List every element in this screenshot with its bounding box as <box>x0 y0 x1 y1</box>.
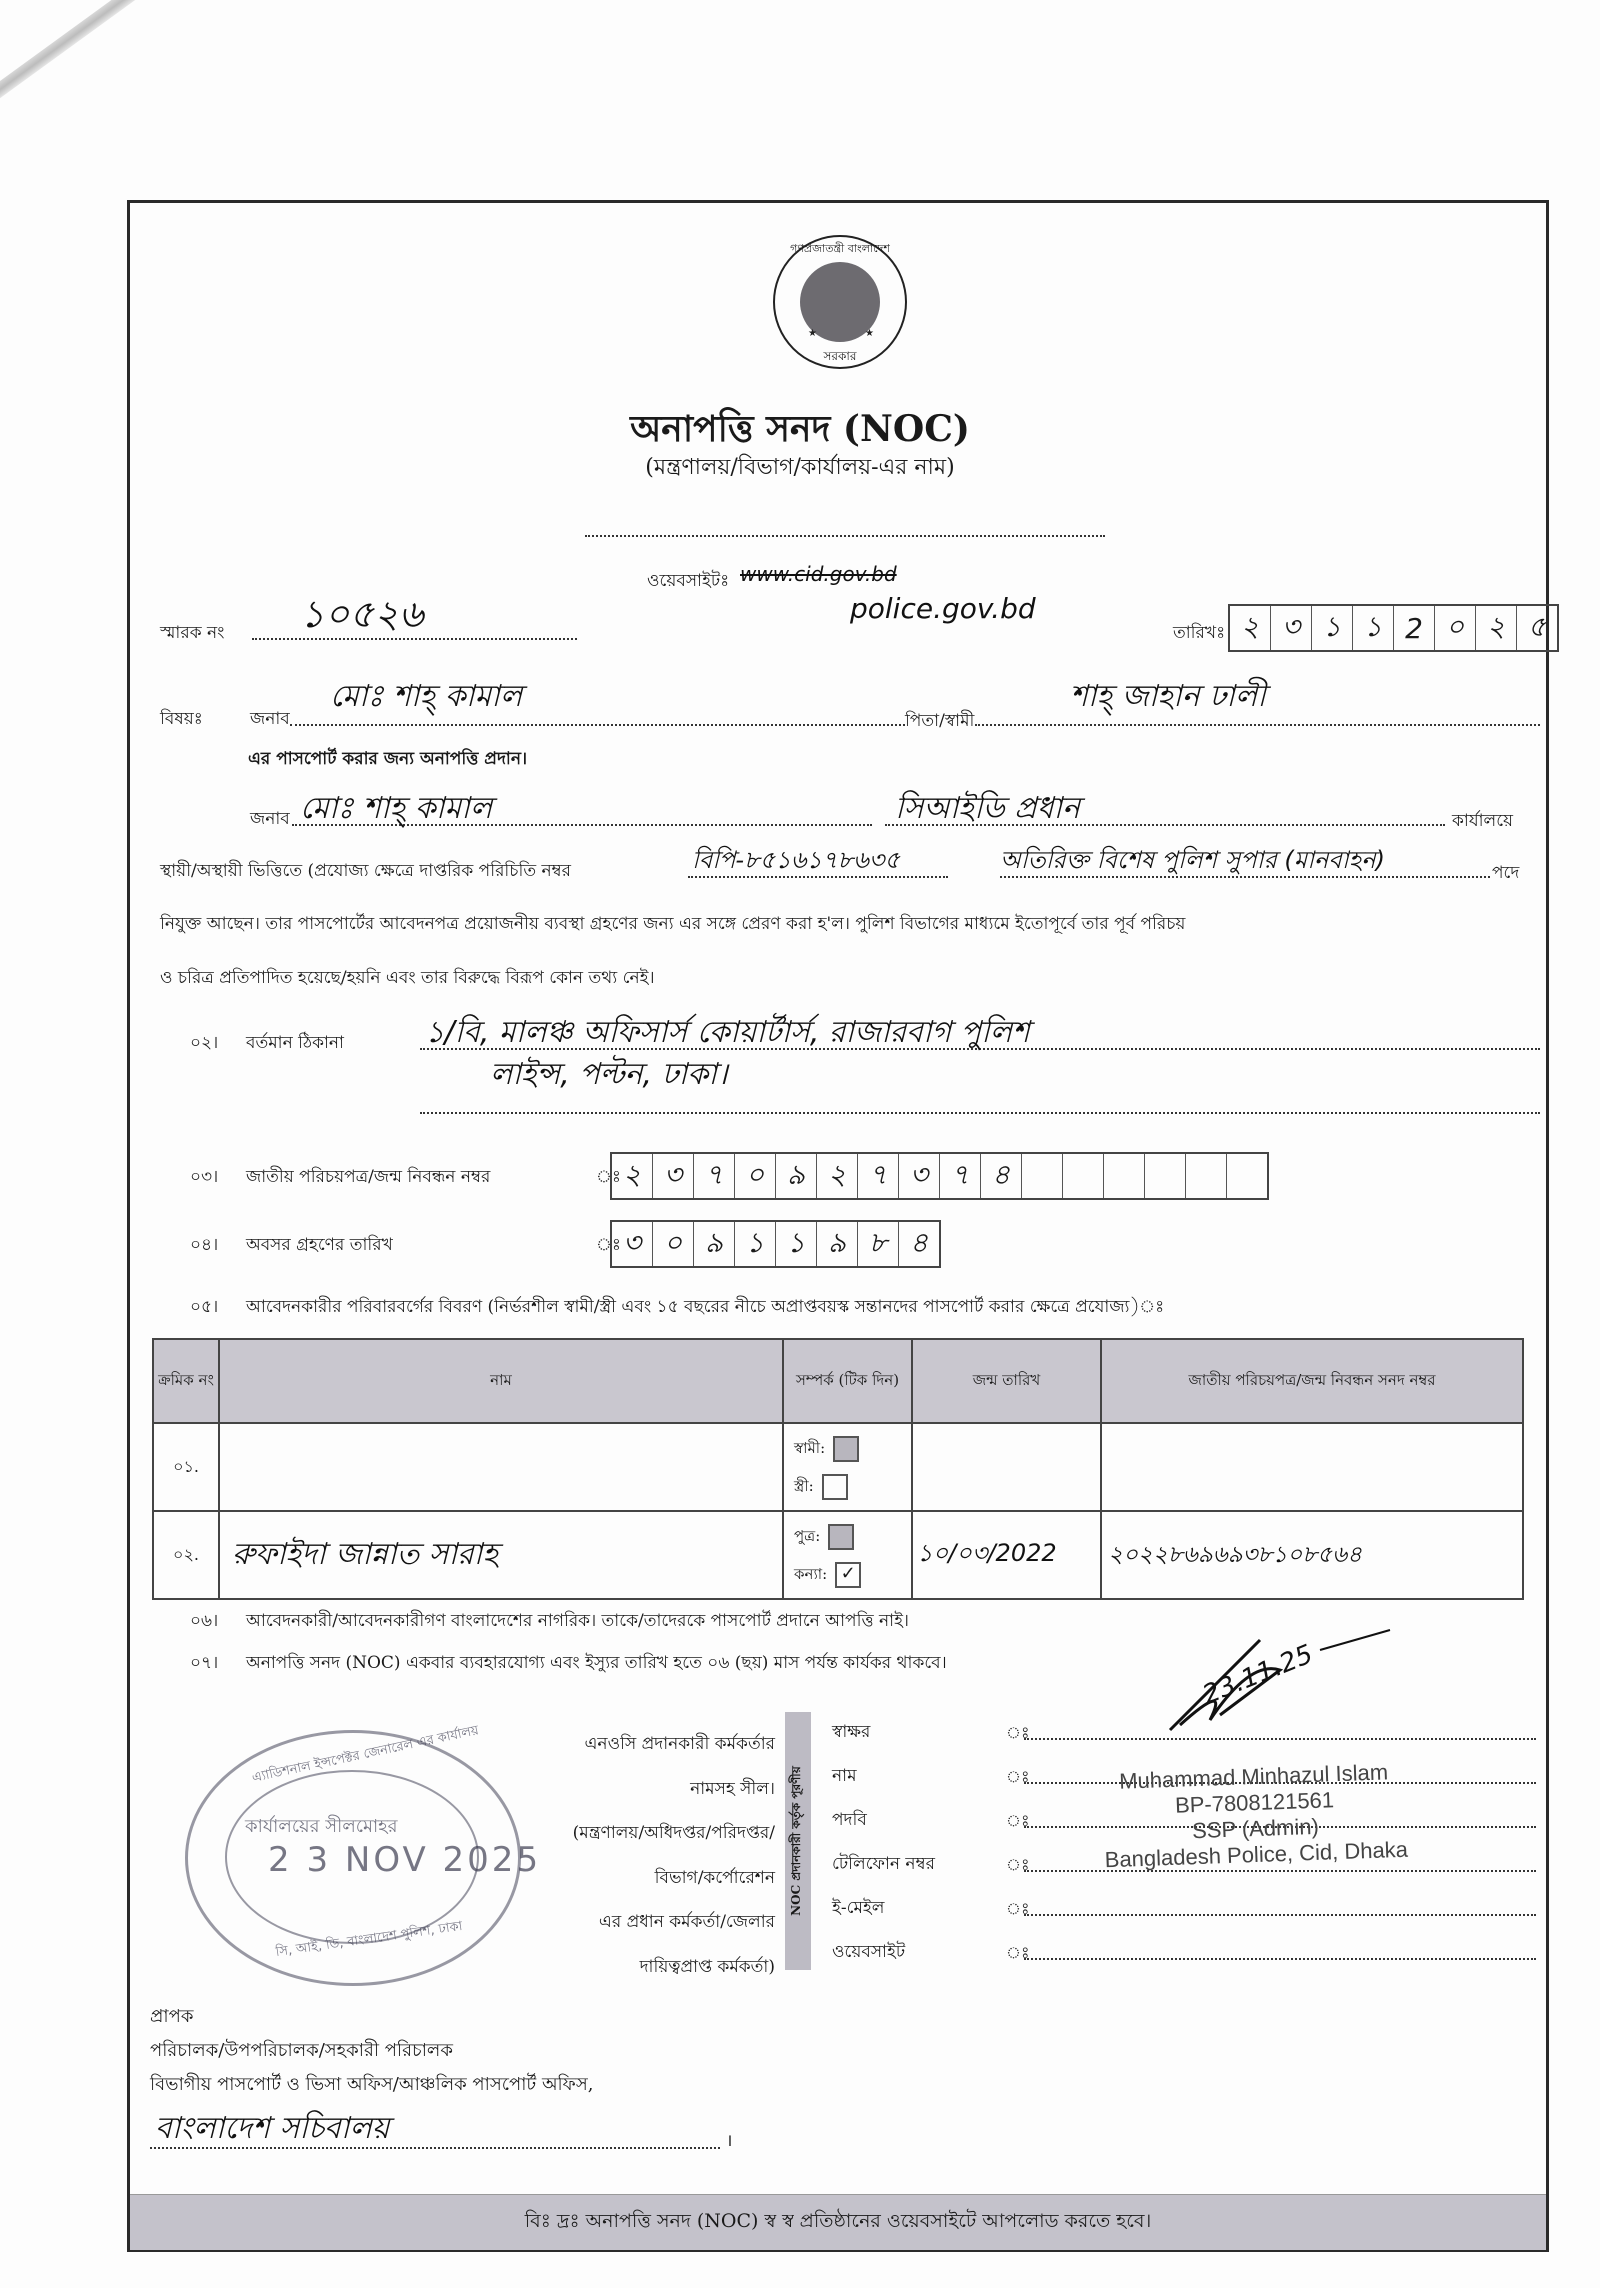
footer-note <box>130 2194 1546 2250</box>
father-name: শাহ্ জাহান ঢালী <box>1070 679 1266 714</box>
item-number: ০৪। <box>190 1235 219 1255</box>
mr-label-2: জনাব <box>250 809 290 829</box>
seal-text-bottom: সরকার <box>823 349 857 363</box>
nid-digit: ৭ <box>694 1154 735 1198</box>
address-value-2: লাইন্স, পল্টন, ঢাকা। <box>490 1057 728 1092</box>
ministry-name-line <box>585 535 1105 537</box>
note-07: অনাপত্তি সনদ (NOC) একবার ব্যবহারযোগ্য এবং ইস্যুর তারিখ হতে ০৬ (ছয়) মাস পর্যন্ত কার্যকর থাকবে। <box>246 1653 947 1673</box>
table-row <box>153 1511 1523 1599</box>
official-id: বিপি-৮৫১৬১৭৮৬৩৫ <box>692 846 900 874</box>
document-subtitle: (মন্ত্রণালয়/বিভাগ/কার্যালয়-এর নাম) <box>645 455 955 480</box>
subject-label: বিষয়ঃ <box>160 709 203 729</box>
desc-line: (মন্ত্রণালয়/অধিদপ্তর/পরিদপ্তর/ <box>572 1823 775 1843</box>
nid-digit: ৯ <box>776 1154 817 1198</box>
date-digit: ৫ <box>1527 609 1547 643</box>
basis-label: স্থায়ী/অস্থায়ী ভিত্তিতে (প্রযোজ্য ক্ষেত্রে দাপ্তরিক পরিচিতি নম্বর <box>160 861 572 881</box>
nid-digit <box>1186 1154 1227 1198</box>
nid-digit <box>1227 1154 1267 1198</box>
husband-checkbox[interactable] <box>833 1436 859 1462</box>
colon: ঃ <box>596 1167 621 1187</box>
desc-line: দায়িত্বপ্রাপ্ত কর্মকর্তা) <box>639 1956 775 1977</box>
address-line-2 <box>420 1112 1540 1114</box>
name-line <box>290 724 905 726</box>
footer-note-text: বিঃ দ্রঃ অনাপত্তি সনদ (NOC) স্ব স্ব প্রতিষ্ঠানের ওয়েবসাইটে আপলোড করতে হবে। <box>524 2209 1152 2232</box>
applicant-name: মোঃ শাহ্ কামাল <box>330 679 523 714</box>
name-cell <box>219 1423 783 1511</box>
retire-digit: ৯ <box>694 1222 735 1266</box>
nid-digit <box>1022 1154 1063 1198</box>
serial-cell: ০১. <box>153 1423 219 1511</box>
date-boxes <box>1228 604 1559 652</box>
colon: ঃ <box>596 1235 621 1255</box>
retire-digit: ০ <box>653 1222 694 1266</box>
nid-digit: ২ <box>612 1154 653 1198</box>
relation-cell <box>783 1423 912 1511</box>
nid-digit: ২ <box>817 1154 858 1198</box>
retire-digit: ১ <box>776 1222 817 1266</box>
date-digit: 2 <box>1394 606 1435 650</box>
retire-digit: ৪ <box>909 1225 929 1259</box>
item-number: ০২। <box>190 1033 219 1053</box>
seal-text-top: গণপ্রজাতন্ত্রী বাংলাদেশ <box>790 242 890 255</box>
mr-label: জনাব <box>250 709 290 729</box>
date-label: তারিখঃ <box>1173 623 1226 643</box>
noc-strip <box>785 1712 811 1970</box>
relation-label: স্বামী: <box>794 1439 826 1457</box>
date-digit: ২ <box>1230 606 1271 650</box>
relation-cell <box>783 1511 912 1599</box>
serial-cell: ০২. <box>153 1511 219 1599</box>
item-number: ০৫। <box>190 1297 219 1317</box>
nid-digit <box>1145 1154 1186 1198</box>
memo-label: স্মারক নং <box>160 623 225 643</box>
officer-office: Bangladesh Police, Cid, Dhaka <box>1104 1836 1409 1873</box>
family-label: আবেদনকারীর পরিবারবর্গের বিবরণ (নির্ভরশীল স্বামী/স্ত্রী এবং ১৫ বছরের নীচে অপ্রাপ্তবয়স্ক সন্তানদের পাসপোর্ট করার ক্ষেত্রে প্রযোজ্য)ঃ <box>246 1297 1165 1317</box>
col-dob: জন্ম তারিখ <box>912 1339 1101 1423</box>
nid-digit: ৪ <box>981 1154 1022 1198</box>
signature-date: 23.11.25 <box>1198 1639 1318 1711</box>
col-id: জাতীয় পরিচয়পত্র/জন্ম নিবন্ধন সনদ নম্বর <box>1101 1339 1523 1423</box>
nid-digit: ০ <box>735 1154 776 1198</box>
officer-description <box>500 1722 775 1989</box>
father-label: পিতা/স্বামী <box>905 711 975 731</box>
retire-digit: ৯ <box>817 1222 858 1266</box>
officer-name: Muhammad Minhazul Islam <box>1118 1759 1389 1794</box>
strip-text: NOC প্রদানকারী কর্তৃক পূরণীয় <box>789 1766 803 1916</box>
retire-digit: ৩ <box>612 1222 653 1266</box>
desc-line: এনওসি প্রদানকারী কর্মকর্তার <box>584 1734 775 1754</box>
website-struck: www.cid.gov.bd <box>740 562 897 586</box>
retire-label: অবসর গ্রহণের তারিখ <box>246 1235 393 1255</box>
field-label-name: নাম <box>832 1766 857 1786</box>
website-written: police.gov.bd <box>850 592 1036 625</box>
nid-digit <box>1063 1154 1104 1198</box>
nid-digit: ৭ <box>858 1154 899 1198</box>
date-digit: ০ <box>1435 606 1476 650</box>
recipient-line-2: বিভাগীয় পাসপোর্ট ও ভিসা অফিস/আঞ্চলিক পাসপোর্ট অফিস, <box>150 2074 594 2095</box>
name-cell: রুফাইদা জান্নাত সারাহ <box>219 1511 783 1599</box>
nid-digit <box>1104 1154 1145 1198</box>
col-serial: ক্রমিক নং <box>153 1339 219 1423</box>
field-label-website: ওয়েবসাইট <box>832 1942 906 1962</box>
document-title: অনাপত্তি সনদ (NOC) <box>630 408 970 450</box>
address-label: বর্তমান ঠিকানা <box>246 1033 344 1053</box>
family-table <box>152 1338 1524 1600</box>
retire-digit: ৮ <box>858 1222 899 1266</box>
recipient-office: বাংলাদেশ সচিবালয় <box>155 2111 390 2146</box>
col-name: নাম <box>219 1339 783 1423</box>
memo-value: ১০৫২৬ <box>300 592 424 636</box>
field-label-designation: পদবি <box>832 1810 867 1830</box>
stamp-ring-top: এ্যাডিশনাল ইন্সপেক্টর জেনারেল এর কার্যালয় <box>250 1723 481 1786</box>
item-number: ০৭। <box>190 1653 219 1673</box>
item-number: ০৩। <box>190 1167 219 1187</box>
nid-boxes <box>610 1152 1269 1200</box>
body-paragraph-2: ও চরিত্র প্রতিপাদিত হয়েছে/হয়নি এবং তার বিরুদ্ধে বিরূপ কোন তথ্য নেই। <box>160 968 655 988</box>
retire-digit: ১ <box>735 1222 776 1266</box>
item-number: ০৬। <box>190 1611 219 1631</box>
office-stamp-date: 2 3 NOV 2025 <box>268 1840 542 1880</box>
officer-designation: SSP (Admin) <box>1191 1813 1320 1844</box>
nid-digit: ৩ <box>653 1154 694 1198</box>
office-suffix: কার্যালয়ে <box>1452 811 1514 831</box>
relation-label: পুত্র: <box>794 1527 821 1545</box>
col-relation: সম্পর্ক (টিক দিন) <box>783 1339 912 1423</box>
passport-line: এর পাসপোর্ট করার জন্য অনাপত্তি প্রদান। <box>248 749 528 769</box>
id-cell <box>1101 1423 1523 1511</box>
designation: অতিরিক্ত বিশেষ পুলিশ সুপার (মানবাহন) <box>1000 846 1385 874</box>
relation-label: স্ত্রী: <box>794 1477 814 1495</box>
date-digit: ১ <box>1312 606 1353 650</box>
father-line <box>975 724 1540 726</box>
date-digit: ২ <box>1476 606 1517 650</box>
dob-cell: ১০/০৩/2022 <box>912 1511 1101 1599</box>
field-label-email: ই-মেইল <box>832 1898 885 1918</box>
officer-field-lines: ঃ ঃ ঃ ঃ ঃ ঃ <box>1006 1710 1536 1974</box>
address-value-1: ১/বি, মালঞ্চ অফিসার্স কোয়ার্টার্স, রাজারবাগ পুলিশ <box>425 1015 1030 1050</box>
field-label-phone: টেলিফোন নম্বর <box>832 1854 935 1874</box>
office-name: সিআইডি প্রধান <box>895 791 1081 826</box>
recipient-end: । <box>726 2131 733 2151</box>
nid-digit: ৩ <box>899 1154 940 1198</box>
table-row <box>153 1423 1523 1511</box>
recipient-block <box>150 2000 593 2102</box>
wife-checkbox[interactable] <box>822 1474 848 1500</box>
stamp-ring-bottom: সি, আই, ডি, বাংলাদেশ পুলিশ, ঢাকা <box>274 1918 464 1961</box>
recipient-line-1: পরিচালক/উপপরিচালক/সহকারী পরিচালক <box>150 2040 453 2061</box>
paper-fold <box>0 0 389 121</box>
desc-line: নামসহ সীল। <box>690 1778 775 1799</box>
office-stamp-label: কার্যালয়ের সীলমোহর <box>245 1816 398 1837</box>
son-checkbox[interactable] <box>828 1524 854 1550</box>
nid-digit: ৭ <box>940 1154 981 1198</box>
relation-label: কন্যা: <box>794 1565 828 1583</box>
date-digit: ৩ <box>1271 606 1312 650</box>
body-paragraph: নিযুক্ত আছেন। তার পাসপোর্টের আবেদনপত্র প্রয়োজনীয় ব্যবস্থা গ্রহণের জন্য এর সঙ্গে প্রেরণ করা হ'ল। পুলিশ বিভাগের মাধ্যমে ইতোপূর্বে তার পূর্ব পরিচয় <box>160 914 1186 934</box>
website-label: ওয়েবসাইটঃ <box>647 571 730 591</box>
designation-suffix: পদে <box>1492 863 1520 883</box>
svg-text:★: ★ <box>808 328 817 339</box>
dob-cell <box>912 1423 1101 1511</box>
date-digit: ১ <box>1353 606 1394 650</box>
officer-bp-number: BP-7808121561 <box>1174 1787 1335 1818</box>
retire-boxes <box>610 1220 941 1268</box>
officer-name-stamp <box>1088 1758 1421 1873</box>
note-06: আবেদনকারী/আবেদনকারীগণ বাংলাদেশের নাগরিক। তাকে/তাদেরকে পাসপোর্ট প্রদানে আপত্তি নাই। <box>246 1611 910 1631</box>
desc-line: বিভাগ/কর্পোরেশন <box>654 1867 775 1888</box>
desc-line: এর প্রধান কর্মকর্তা/জেলার <box>598 1912 775 1932</box>
officer-field-labels <box>832 1710 935 1974</box>
applicant-name-2: মোঃ শাহ্ কামাল <box>300 791 493 826</box>
recipient-label: প্রাপক <box>150 2006 194 2027</box>
daughter-checkbox[interactable]: ✓ <box>835 1562 861 1588</box>
field-label-signature: স্বাক্ষর <box>832 1722 871 1742</box>
svg-text:★: ★ <box>865 328 874 339</box>
nid-label: জাতীয় পরিচয়পত্র/জন্ম নিবন্ধন নম্বর <box>246 1167 491 1187</box>
id-cell: ২০২২৮৬৯৬৯৩৮১০৮৫৬৪ <box>1101 1511 1523 1599</box>
